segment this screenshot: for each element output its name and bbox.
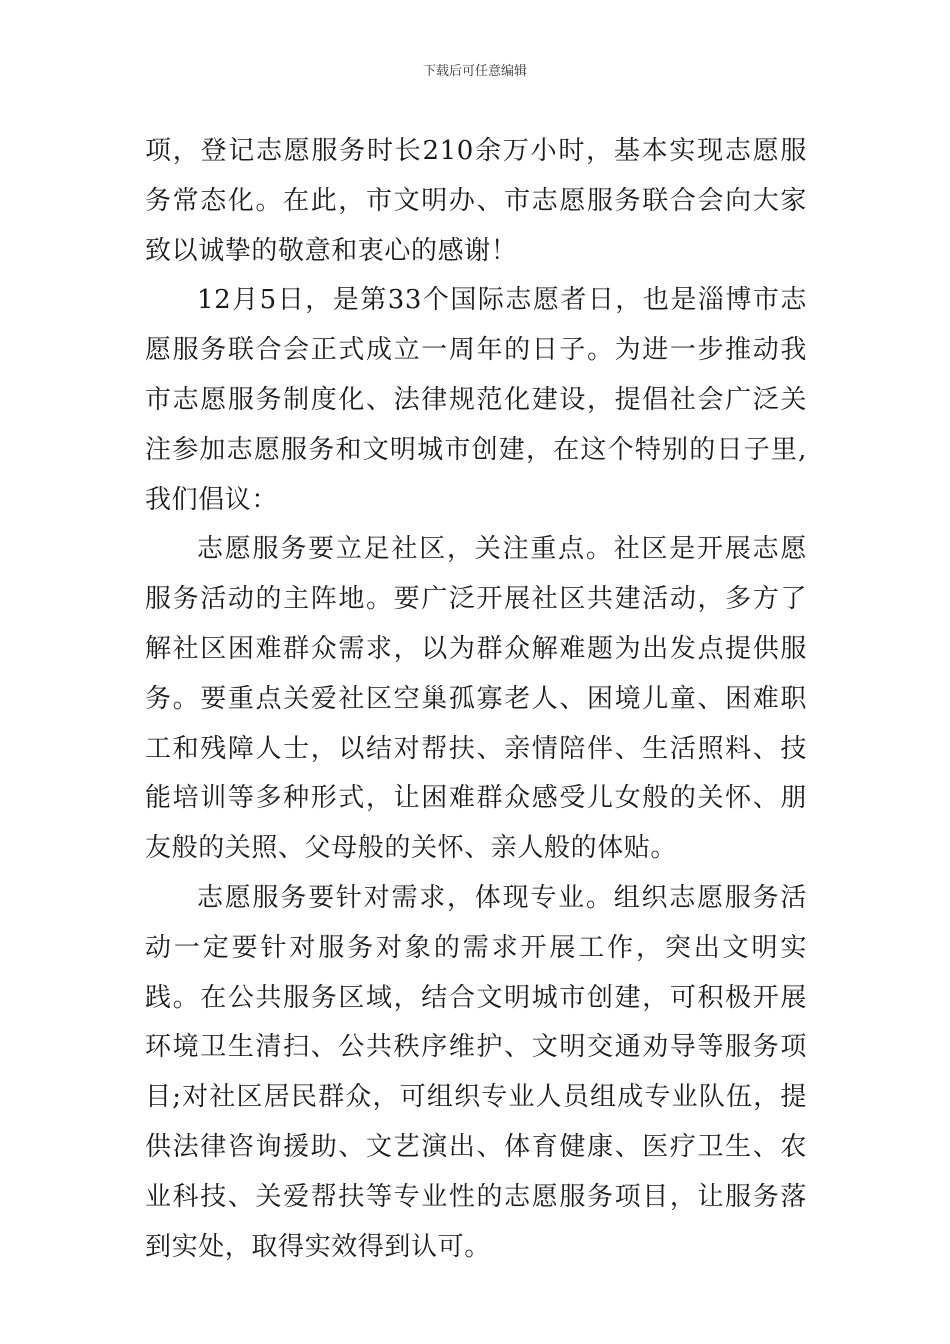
paragraph-1: 项，登记志愿服务时长210余万小时，基本实现志愿服务常态化。在此，市文明办、市志愿服务联合会向大家致以诚挚的敬意和衷心的感谢！ <box>145 136 807 266</box>
paragraph-4: 志愿服务要针对需求，体现专业。组织志愿服务活动一定要针对服务对象的需求开展工作，突出文明实践。在公共服务区域，结合文明城市创建，可积极开展环境卫生清扫、公共秩序维护、文明交通劝导等服务项目;对社区居民群众，可组织专业人员组成专业队伍，提供法律咨询援助、文艺演出、体育健康、医疗卫生、农业科技、关爱帮扶等专业性的志愿服务项目，让服务落到实处，取得实效得到认可。 <box>145 882 807 1262</box>
paragraph-2: 12月5日，是第33个国际志愿者日，也是淄博市志愿服务联合会正式成立一周年的日子。为进一步推动我市志愿服务制度化、法律规范化建设，提倡社会广泛关注参加志愿服务和文明城市创建，在这个特别的日子里,我们倡议： <box>145 285 807 515</box>
paragraph-3: 志愿服务要立足社区，关注重点。社区是开展志愿服务活动的主阵地。要广泛开展社区共建活动，多方了解社区困难群众需求，以为群众解难题为出发点提供服务。要重点关爱社区空巢孤寡老人、困境儿童、困难职工和残障人士，以结对帮扶、亲情陪伴、生活照料、技能培训等多种形式，让困难群众感受儿女般的关怀、朋友般的关照、父母般的关怀、亲人般的体贴。 <box>145 534 807 864</box>
document-body <box>145 127 807 1272</box>
page-header: 下载后可任意编辑 <box>422 64 527 79</box>
